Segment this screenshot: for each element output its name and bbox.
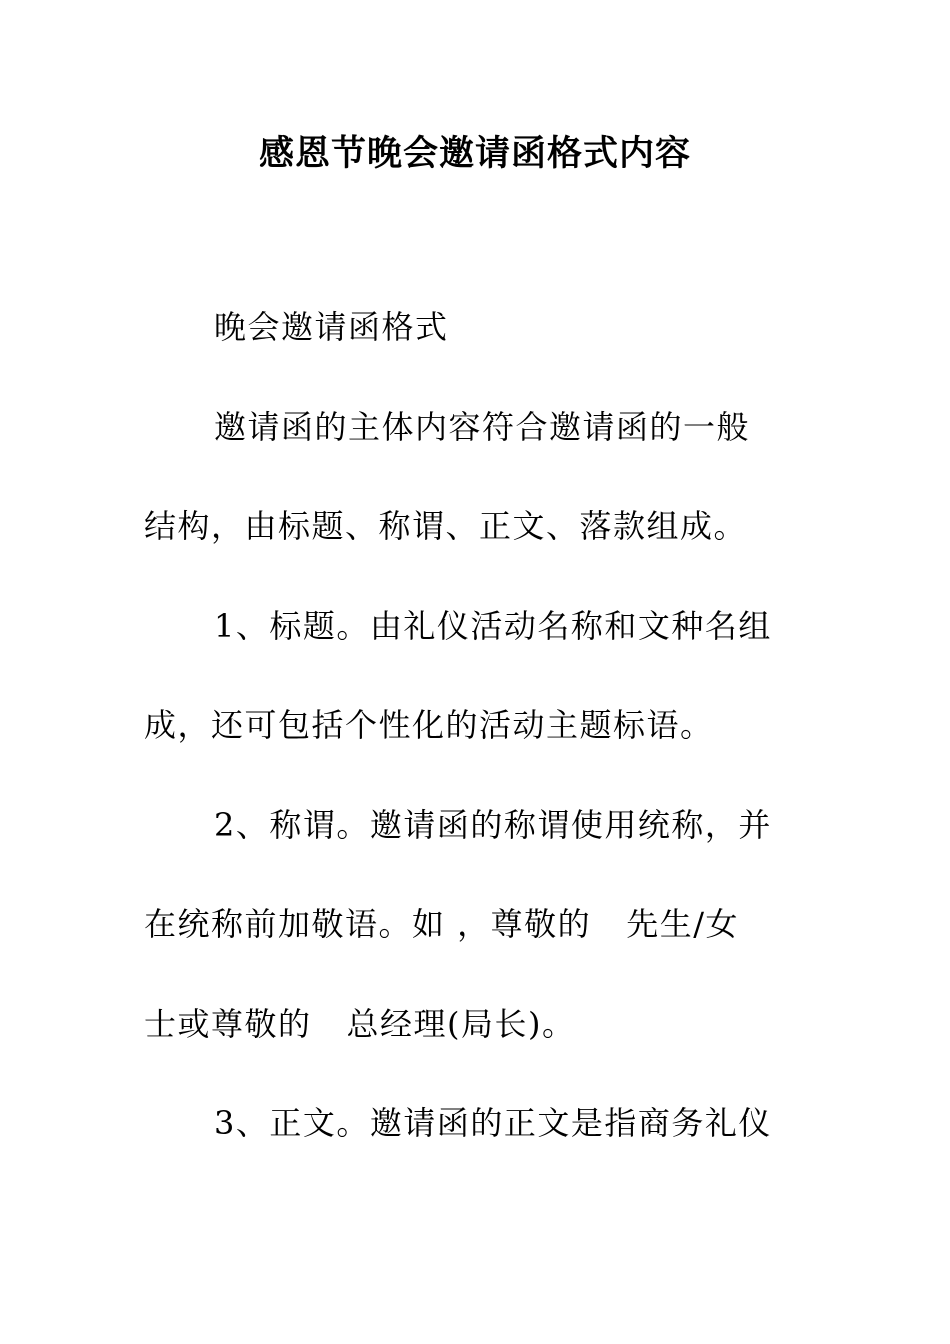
paragraph-line: 3、正文。邀请函的正文是指商务礼仪	[214, 1104, 772, 1142]
document-title: 感恩节晚会邀请函格式内容	[258, 134, 691, 174]
section-heading: 晚会邀请函格式	[214, 308, 449, 346]
paragraph-line: 结构，由标题、称谓、正文、落款组成。	[144, 507, 748, 545]
paragraph-line: 在统称前加敬语。如 ，尊敬的 先生/女	[144, 905, 739, 943]
paragraph-line: 2、称谓。邀请函的称谓使用统称，并	[214, 806, 772, 844]
paragraph-line: 邀请函的主体内容符合邀请函的一般	[214, 408, 751, 446]
paragraph-line: 1、标题。由礼仪活动名称和文种名组	[214, 607, 772, 645]
paragraph-line: 成，还可包括个性化的活动主题标语。	[144, 706, 714, 744]
paragraph-line: 士或尊敬的 总经理(局长)。	[144, 1005, 576, 1043]
